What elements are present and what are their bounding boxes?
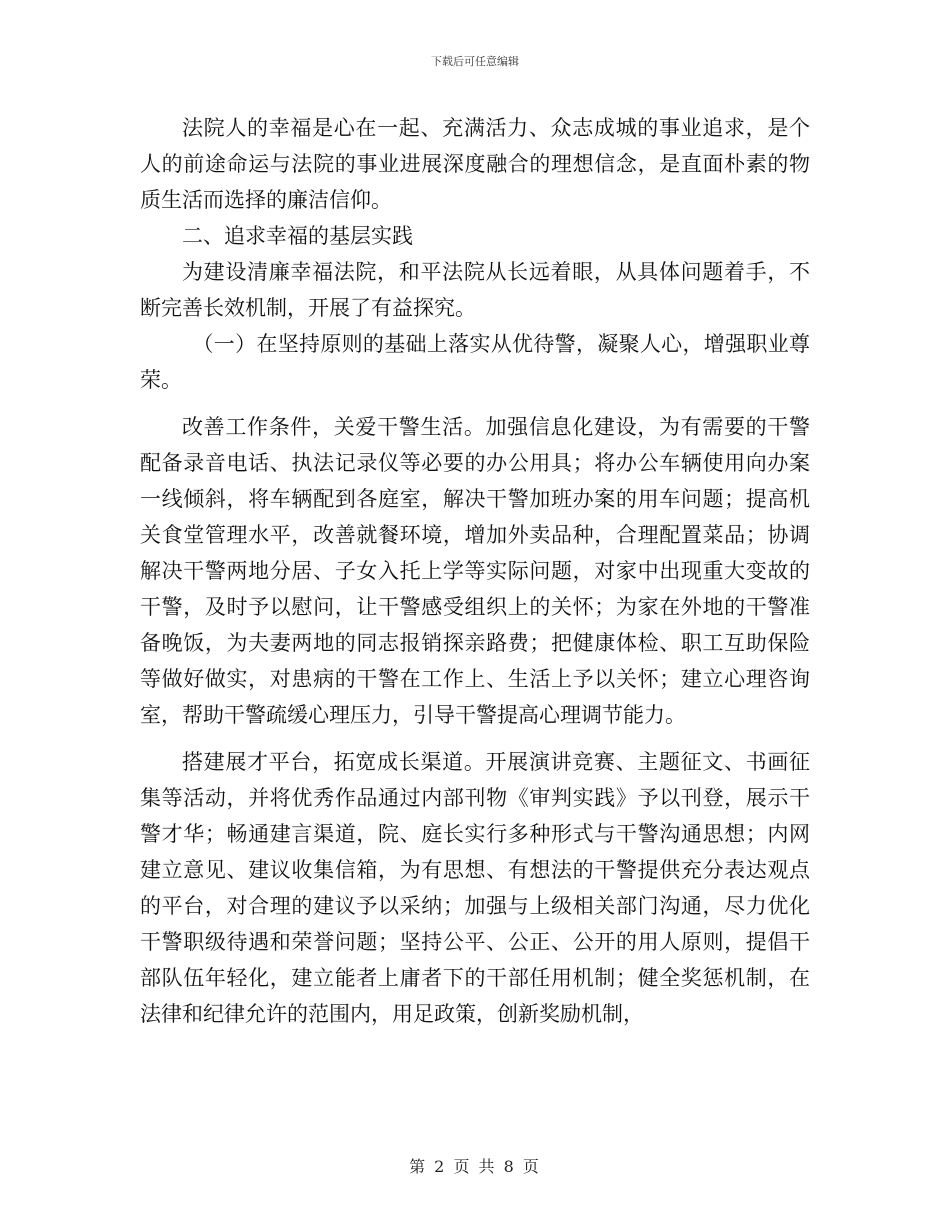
- paragraph-happiness-definition: 法院人的幸福是心在一起、充满活力、众志成城的事业追求，是个人的前途命运与法院的事业进展深度融合的理想信念，是直面朴素的物质生活而选择的廉洁信仰。: [140, 116, 810, 212]
- subsection-heading-1: （一）在坚持原则的基础上落实从优待警，凝聚人心，增强职业尊荣。: [140, 332, 810, 392]
- paragraph-intro-practice: 为建设清廉幸福法院，和平法院从长远着眼，从具体问题着手，不断完善长效机制，开展了有益探究。: [140, 260, 810, 320]
- paragraph-talent-platform: 搭建展才平台，拓宽成长渠道。开展演讲竞赛、主题征文、书画征集等活动，并将优秀作品通过内部刊物《审判实践》予以刊登，展示干警才华；畅通建言渠道，院、庭长实行多种形式与干警沟通思想；内网建立意见、建议收集信箱，为有思想、有想法的干警提供充分表达观点的平台，对合理的建议予以采纳；加强与上级相关部门沟通，尽力优化干警职级待遇和荣誉问题；坚持公平、公正、公开的用人原则，提倡干部队伍年轻化，建立能者上庸者下的干部任用机制；健全奖惩机制，在法律和纪律允许的范围内，用足政策，创新奖励机制，: [140, 750, 810, 1026]
- page-header-note: 下载后可任意编辑: [431, 55, 519, 68]
- section-heading-practice: 二、追求幸福的基层实践: [182, 224, 413, 248]
- page-number: 第 2 页 共 8 页: [409, 1157, 541, 1176]
- document-body: [140, 110, 810, 1032]
- paragraph-work-conditions: 改善工作条件，关爱干警生活。加强信息化建设，为有需要的干警配备录音电话、执法记录仪等必要的办公用具；将办公车辆使用向办案一线倾斜，将车辆配到各庭室，解决干警加班办案的用车问题；提高机关食堂管理水平，改善就餐环境，增加外卖品种，合理配置菜品；协调解决干警两地分居、子女入托上学等实际问题，对家中出现重大变故的干警，及时予以慰问，让干警感受组织上的关怀；为家在外地的干警准备晚饭，为夫妻两地的同志报销探亲路费；把健康体检、职工互助保险等做好做实，对患病的干警在工作上、生活上予以关怀；建立心理咨询室，帮助干警疏缓心理压力，引导干警提高心理调节能力。: [140, 415, 810, 727]
